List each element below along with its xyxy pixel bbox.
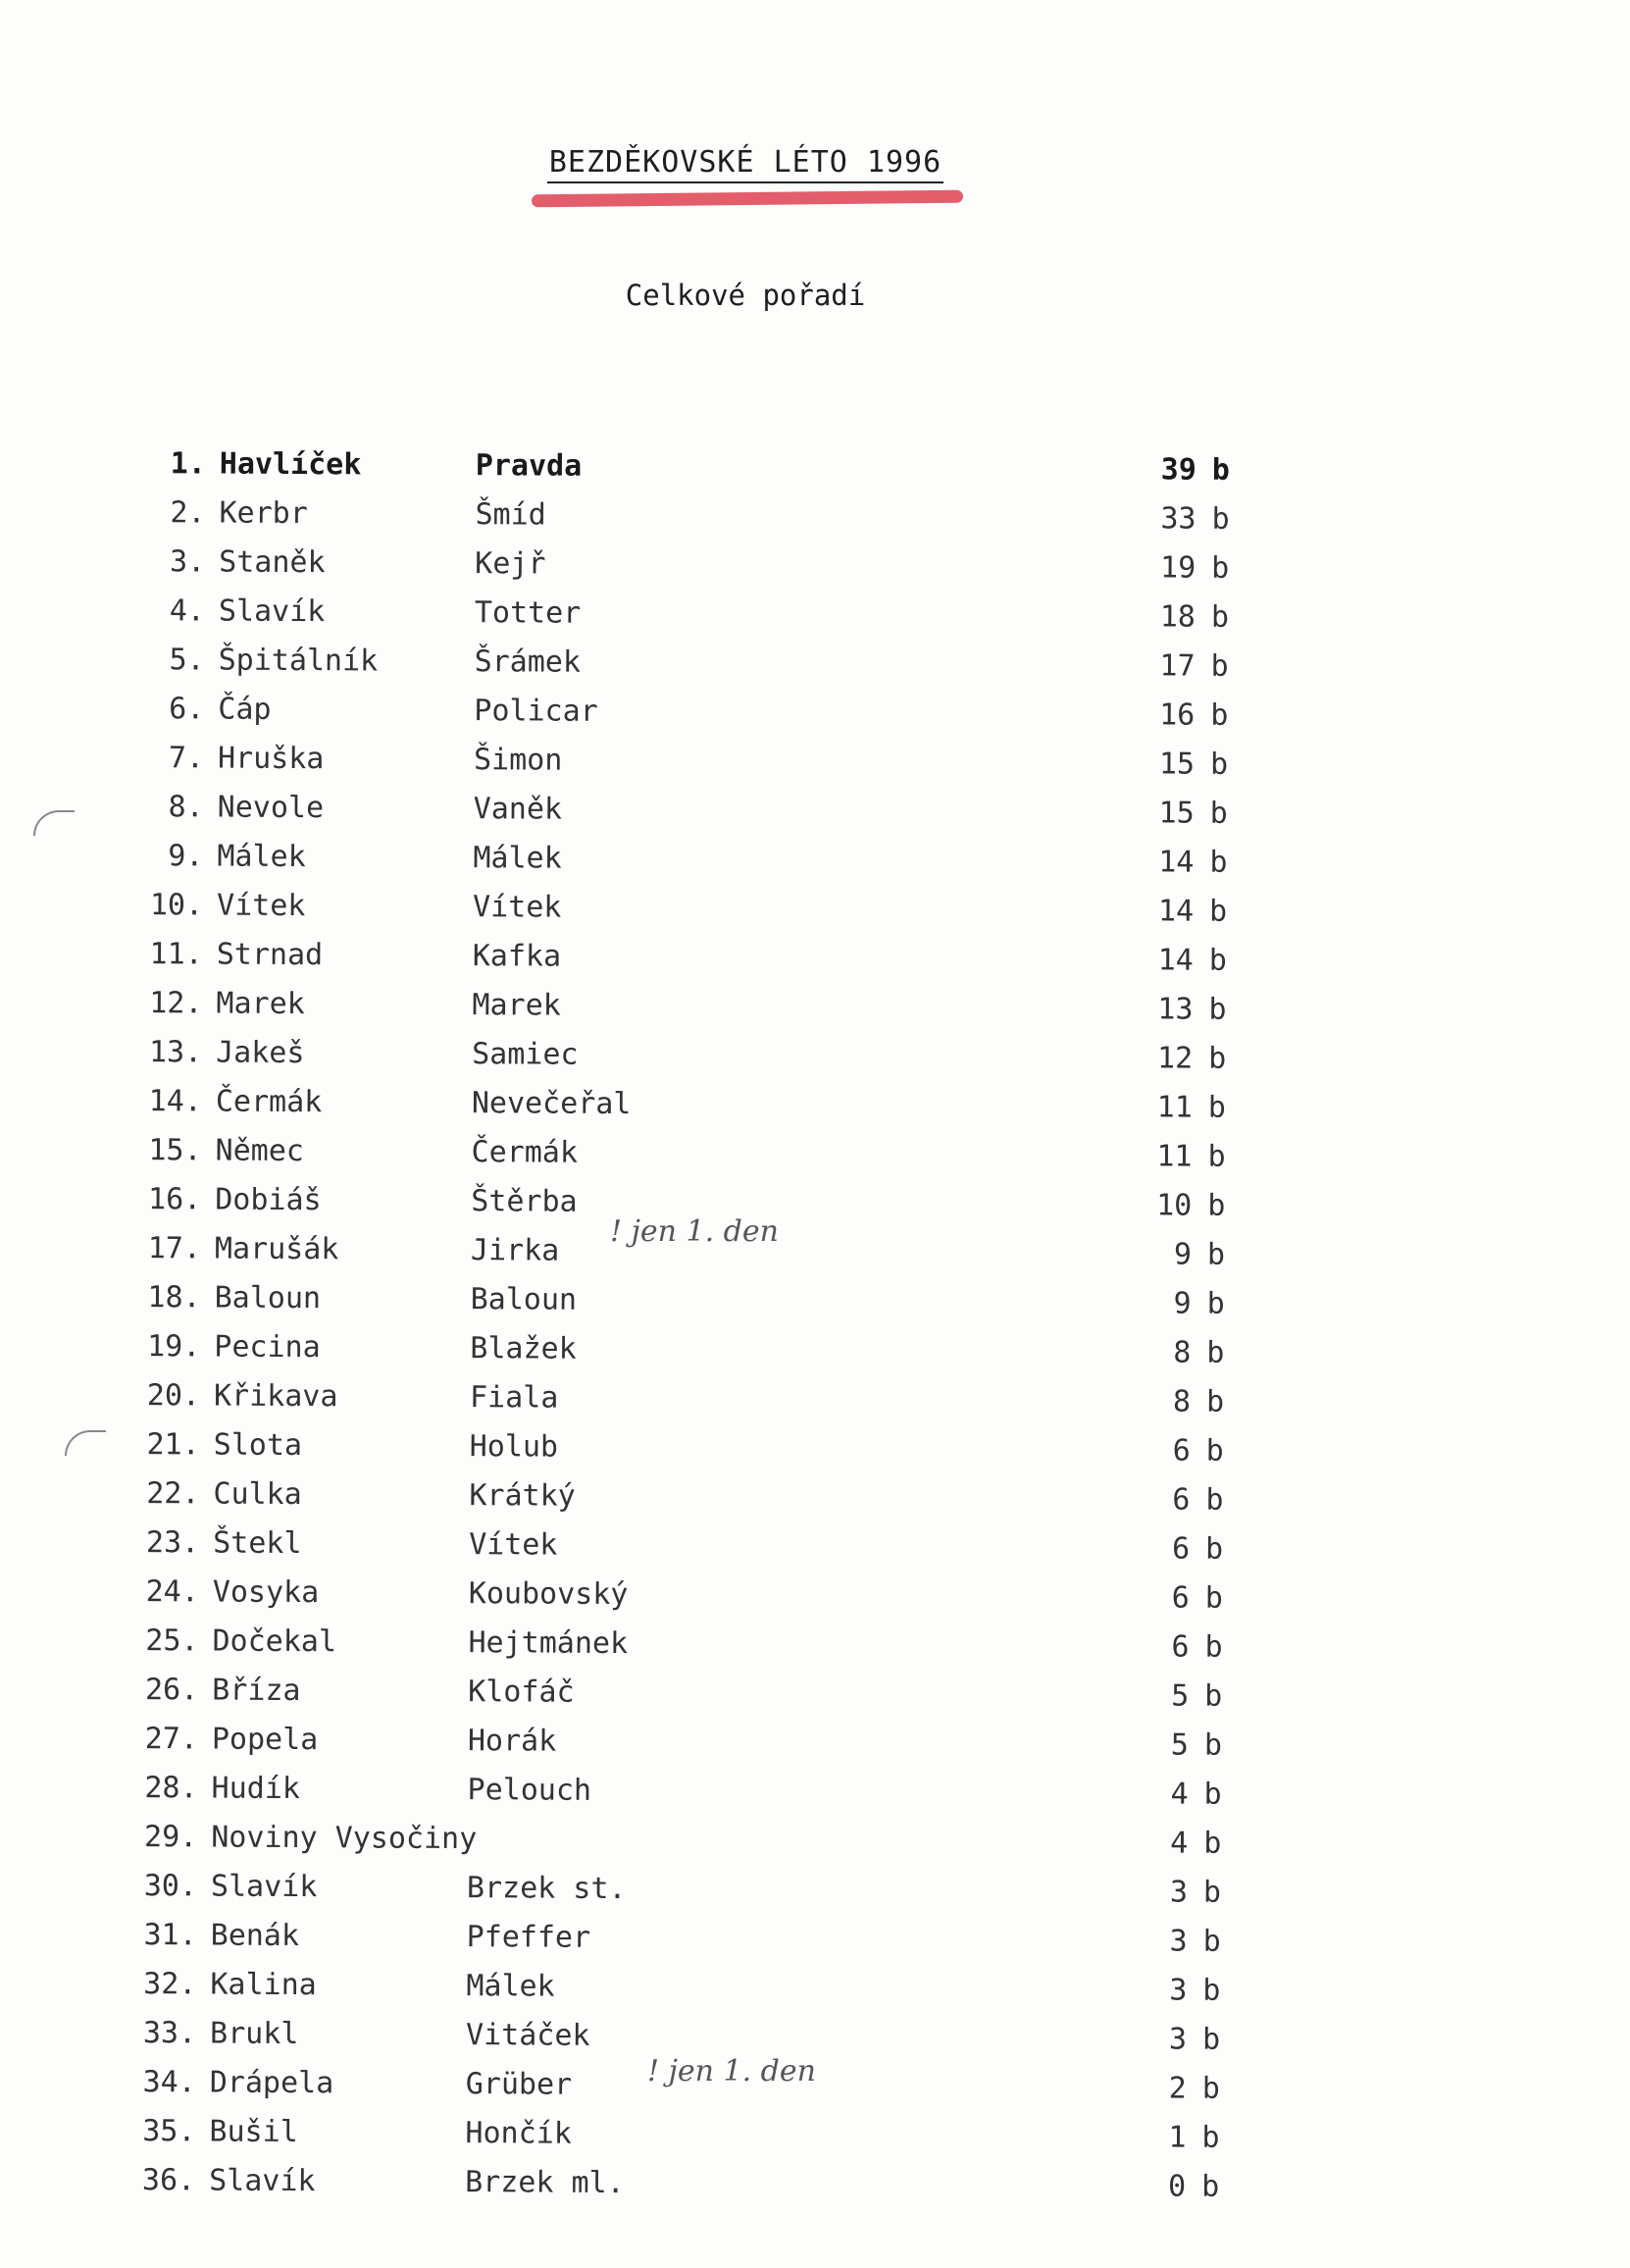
rank-number: 13.	[148, 1035, 203, 1070]
team-member-second: Klofáč	[468, 1675, 575, 1710]
points-unit: b	[1210, 648, 1229, 684]
team-member-first: Baloun	[214, 1280, 322, 1316]
team-member-first: Benák	[210, 1918, 300, 1954]
team-member-first: Kalina	[210, 1967, 317, 2003]
result-row	[127, 2107, 1264, 2163]
team-member-first: Pecina	[214, 1329, 321, 1366]
result-row	[136, 538, 1274, 593]
result-row	[135, 734, 1273, 790]
rank-number: 12.	[149, 986, 203, 1021]
rank-number: 24.	[145, 1574, 199, 1610]
points-unit: b	[1211, 550, 1230, 586]
team-member-first: Hruška	[217, 741, 325, 777]
points-value: 3	[1169, 1875, 1189, 1910]
rank-number: 1.	[170, 446, 206, 482]
points-unit: b	[1206, 1237, 1226, 1272]
team-member-second: Šmíd	[475, 497, 546, 533]
points-unit: b	[1202, 1875, 1222, 1910]
team-member-first: Dobiáš	[215, 1182, 322, 1218]
team-member-second: Pravda	[475, 448, 583, 484]
red-highlighter-mark	[532, 190, 963, 208]
team-member-first: Křikava	[213, 1378, 338, 1415]
points-unit: b	[1209, 747, 1229, 782]
team-member-second: Grüber	[465, 2067, 573, 2102]
points-unit: b	[1201, 2120, 1220, 2155]
result-row	[136, 489, 1274, 544]
rank-number: 16.	[147, 1182, 202, 1217]
points-value: 19	[1159, 550, 1197, 586]
points-value: 12	[1156, 1041, 1194, 1076]
team-member-first: Jakeš	[216, 1035, 305, 1071]
result-row	[134, 930, 1272, 986]
team-member-second: Vítek	[472, 890, 562, 925]
team-member-first: Dočekal	[212, 1624, 337, 1660]
result-row	[128, 1813, 1266, 1869]
points-unit: b	[1202, 1924, 1221, 1959]
team-member-second: Šimon	[473, 743, 563, 778]
team-member-first: Vítek	[216, 888, 306, 924]
team-member-second: Brzek ml.	[465, 2165, 625, 2201]
team-member-first: Strnad	[216, 937, 324, 973]
points-value: 1	[1168, 2120, 1187, 2155]
points-value: 10	[1156, 1188, 1193, 1223]
rank-number: 9.	[168, 839, 204, 874]
points-value: 39	[1160, 452, 1197, 488]
team-member-first: Marušák	[214, 1231, 339, 1267]
team-member-first: Brukl	[209, 2016, 299, 2052]
rank-number: 8.	[168, 790, 204, 825]
rank-number: 18.	[147, 1280, 201, 1315]
result-row	[132, 1273, 1270, 1329]
points-unit: b	[1205, 1384, 1225, 1419]
team-member-second: Pfeffer	[466, 1920, 591, 1955]
rank-number: 36.	[141, 2163, 196, 2198]
points-value: 33	[1160, 501, 1197, 537]
points-unit: b	[1201, 2022, 1221, 2057]
result-row	[127, 1960, 1265, 2016]
points-unit: b	[1205, 1531, 1224, 1567]
result-row	[129, 1715, 1267, 1771]
rank-number: 28.	[144, 1771, 198, 1806]
points-value: 15	[1158, 796, 1195, 831]
points-unit: b	[1204, 1629, 1223, 1665]
team-member-first: Slavík	[209, 2163, 316, 2199]
points-value: 6	[1171, 1531, 1191, 1567]
handwritten-note: ! jen 1. den	[610, 1214, 779, 1249]
team-member-first: Bříza	[212, 1673, 301, 1709]
rank-number: 35.	[142, 2114, 196, 2149]
document-title	[0, 145, 1491, 180]
points-value: 6	[1172, 1433, 1191, 1469]
points-value: 18	[1159, 599, 1197, 635]
team-member-first: Slavík	[218, 593, 326, 630]
team-member-second: Hejtmánek	[468, 1625, 629, 1662]
team-member-first: Culka	[213, 1476, 302, 1513]
points-value: 5	[1170, 1727, 1189, 1763]
points-value: 4	[1170, 1826, 1189, 1861]
points-value: 13	[1157, 992, 1194, 1027]
team-member-second: Samiec	[472, 1037, 579, 1072]
points-unit: b	[1211, 501, 1230, 537]
team-member-second: Kejř	[475, 546, 546, 582]
points-value: 8	[1173, 1335, 1192, 1370]
team-member-first: Němec	[215, 1133, 304, 1169]
rank-number: 32.	[143, 1967, 197, 2002]
team-member-second: Kafka	[472, 939, 562, 974]
team-member-first: Havlíček	[219, 446, 362, 483]
result-row	[130, 1519, 1268, 1574]
team-member-first: Marek	[216, 986, 305, 1022]
points-unit: b	[1205, 1433, 1224, 1469]
points-value: 17	[1159, 648, 1196, 684]
team-member-second: Fiala	[469, 1380, 559, 1416]
points-value: 3	[1168, 2022, 1188, 2057]
points-unit: b	[1207, 1188, 1226, 1223]
points-unit: b	[1211, 452, 1230, 488]
team-member-second: Vítek	[469, 1527, 558, 1563]
points-unit: b	[1206, 1335, 1225, 1370]
points-unit: b	[1203, 1727, 1223, 1763]
result-row	[135, 783, 1273, 839]
rank-number: 31.	[143, 1918, 197, 1953]
rank-number: 33.	[142, 2016, 197, 2051]
document-title-text: BEZDĚKOVSKÉ LÉTO 1996	[547, 145, 943, 183]
team-member-first: Hudík	[211, 1771, 301, 1807]
result-row	[129, 1666, 1267, 1722]
team-member-first: Štekl	[213, 1525, 302, 1562]
points-value: 14	[1157, 894, 1195, 929]
rank-number: 19.	[147, 1329, 201, 1365]
points-unit: b	[1206, 1286, 1225, 1321]
team-member-first: Bušil	[209, 2114, 298, 2150]
points-value: 14	[1158, 845, 1195, 880]
points-unit: b	[1203, 1826, 1222, 1861]
rank-number: 22.	[146, 1476, 200, 1512]
rank-number: 7.	[168, 741, 205, 776]
team-member-second: Vaněk	[473, 792, 563, 827]
team-member-second: Blažek	[470, 1331, 577, 1366]
points-value: 3	[1169, 1924, 1188, 1959]
team-member-second: Šrámek	[474, 644, 582, 680]
team-member-first: Staněk	[219, 544, 326, 581]
result-row	[133, 979, 1271, 1035]
result-row	[137, 439, 1275, 495]
result-row	[128, 1911, 1266, 1967]
points-value: 2	[1168, 2071, 1187, 2106]
points-unit: b	[1204, 1678, 1223, 1714]
result-row	[131, 1371, 1269, 1427]
team-member-first: Vosyka	[212, 1574, 320, 1611]
result-row	[133, 1028, 1271, 1084]
rank-number: 21.	[146, 1427, 200, 1463]
points-unit: b	[1207, 1090, 1227, 1125]
document-subtitle: Celkové pořadí	[625, 279, 866, 312]
team-member-first: Čáp	[218, 692, 272, 727]
team-member-first: Noviny Vysočiny	[211, 1820, 478, 1857]
result-row	[128, 1862, 1266, 1918]
points-unit: b	[1205, 1482, 1224, 1518]
team-member-second: Baloun	[470, 1282, 578, 1317]
rank-number: 5.	[169, 643, 205, 678]
team-member-second: Hončík	[465, 2116, 572, 2151]
result-row	[135, 636, 1273, 692]
points-unit: b	[1208, 1041, 1227, 1076]
points-unit: b	[1208, 894, 1228, 929]
rank-number: 30.	[143, 1869, 198, 1904]
points-unit: b	[1201, 2169, 1220, 2204]
team-member-second: Koubovský	[468, 1576, 629, 1613]
rank-number: 20.	[146, 1378, 201, 1414]
team-member-second: Totter	[474, 595, 582, 631]
points-value: 9	[1173, 1237, 1193, 1272]
result-row	[133, 1077, 1271, 1133]
points-unit: b	[1210, 599, 1230, 635]
team-member-second: Krátký	[469, 1478, 576, 1514]
rank-number: 15.	[148, 1133, 202, 1168]
result-row	[136, 587, 1274, 643]
team-member-second: Čermák	[471, 1135, 579, 1170]
team-member-first: Slota	[213, 1427, 303, 1464]
points-value: 6	[1172, 1482, 1191, 1518]
result-row	[134, 881, 1272, 937]
points-value: 8	[1172, 1384, 1192, 1419]
margin-pencil-mark	[33, 810, 75, 836]
rank-number: 14.	[148, 1084, 202, 1119]
team-member-second: Málek	[466, 1969, 555, 2004]
results-list	[127, 439, 1275, 2212]
points-unit: b	[1209, 796, 1228, 831]
result-row	[132, 1126, 1270, 1182]
rank-number: 25.	[145, 1624, 199, 1659]
points-value: 14	[1157, 943, 1194, 978]
points-unit: b	[1201, 2071, 1220, 2106]
points-unit: b	[1203, 1777, 1222, 1812]
rank-number: 23.	[145, 1525, 200, 1561]
team-member-second: Jirka	[470, 1233, 560, 1268]
points-value: 0	[1167, 2169, 1187, 2204]
points-value: 16	[1159, 697, 1196, 733]
points-unit: b	[1208, 943, 1227, 978]
points-value: 15	[1158, 747, 1196, 782]
points-value: 3	[1169, 1973, 1188, 2008]
team-member-first: Málek	[217, 839, 306, 875]
rank-number: 2.	[170, 495, 206, 531]
points-value: 9	[1173, 1286, 1192, 1321]
rank-number: 29.	[144, 1820, 198, 1855]
points-value: 6	[1171, 1580, 1190, 1616]
team-member-second: Nevečeřal	[471, 1086, 632, 1122]
team-member-second: Horák	[467, 1724, 557, 1759]
points-value: 11	[1156, 1090, 1193, 1125]
points-value: 6	[1171, 1629, 1190, 1665]
points-unit: b	[1208, 992, 1227, 1027]
points-value: 4	[1170, 1777, 1189, 1812]
points-value: 11	[1156, 1139, 1193, 1174]
margin-pencil-mark	[65, 1430, 106, 1456]
result-row	[131, 1420, 1269, 1476]
result-row	[134, 832, 1272, 888]
points-unit: b	[1204, 1580, 1223, 1616]
result-row	[129, 1617, 1267, 1673]
result-row	[130, 1469, 1268, 1525]
team-member-first: Slavík	[210, 1869, 318, 1905]
team-member-second: Policar	[474, 694, 598, 729]
rank-number: 27.	[144, 1722, 199, 1757]
points-unit: b	[1207, 1139, 1226, 1174]
rank-number: 10.	[149, 888, 204, 923]
team-member-second: Holub	[469, 1429, 559, 1465]
team-member-first: Drápela	[209, 2065, 334, 2101]
result-row	[130, 1568, 1268, 1624]
rank-number: 17.	[147, 1231, 202, 1266]
rank-number: 11.	[149, 937, 203, 972]
team-member-first: Popela	[211, 1722, 319, 1758]
team-member-second: Brzek st.	[466, 1871, 627, 1907]
points-value: 5	[1171, 1678, 1190, 1714]
team-member-first: Nevole	[217, 790, 325, 826]
points-unit: b	[1209, 845, 1228, 880]
result-row	[127, 2156, 1264, 2212]
rank-number: 6.	[169, 692, 205, 727]
rank-number: 26.	[144, 1673, 199, 1708]
rank-number: 3.	[170, 544, 206, 580]
team-member-first: Kerbr	[219, 495, 308, 532]
team-member-second: Štěrba	[471, 1184, 578, 1219]
team-member-first: Čermák	[215, 1084, 323, 1120]
team-member-second: Marek	[472, 988, 561, 1023]
result-row	[131, 1322, 1269, 1378]
rank-number: 34.	[142, 2065, 196, 2100]
points-unit: b	[1210, 697, 1229, 733]
rank-number: 4.	[169, 593, 206, 629]
handwritten-note: ! jen 1. den	[647, 2054, 816, 2088]
points-unit: b	[1202, 1973, 1221, 2008]
team-member-first: Špitálník	[218, 643, 379, 679]
team-member-second: Málek	[473, 841, 562, 876]
result-row	[135, 685, 1273, 741]
result-row	[128, 1764, 1266, 1820]
team-member-second: Vitáček	[465, 2018, 590, 2053]
team-member-second: Pelouch	[467, 1773, 592, 1808]
